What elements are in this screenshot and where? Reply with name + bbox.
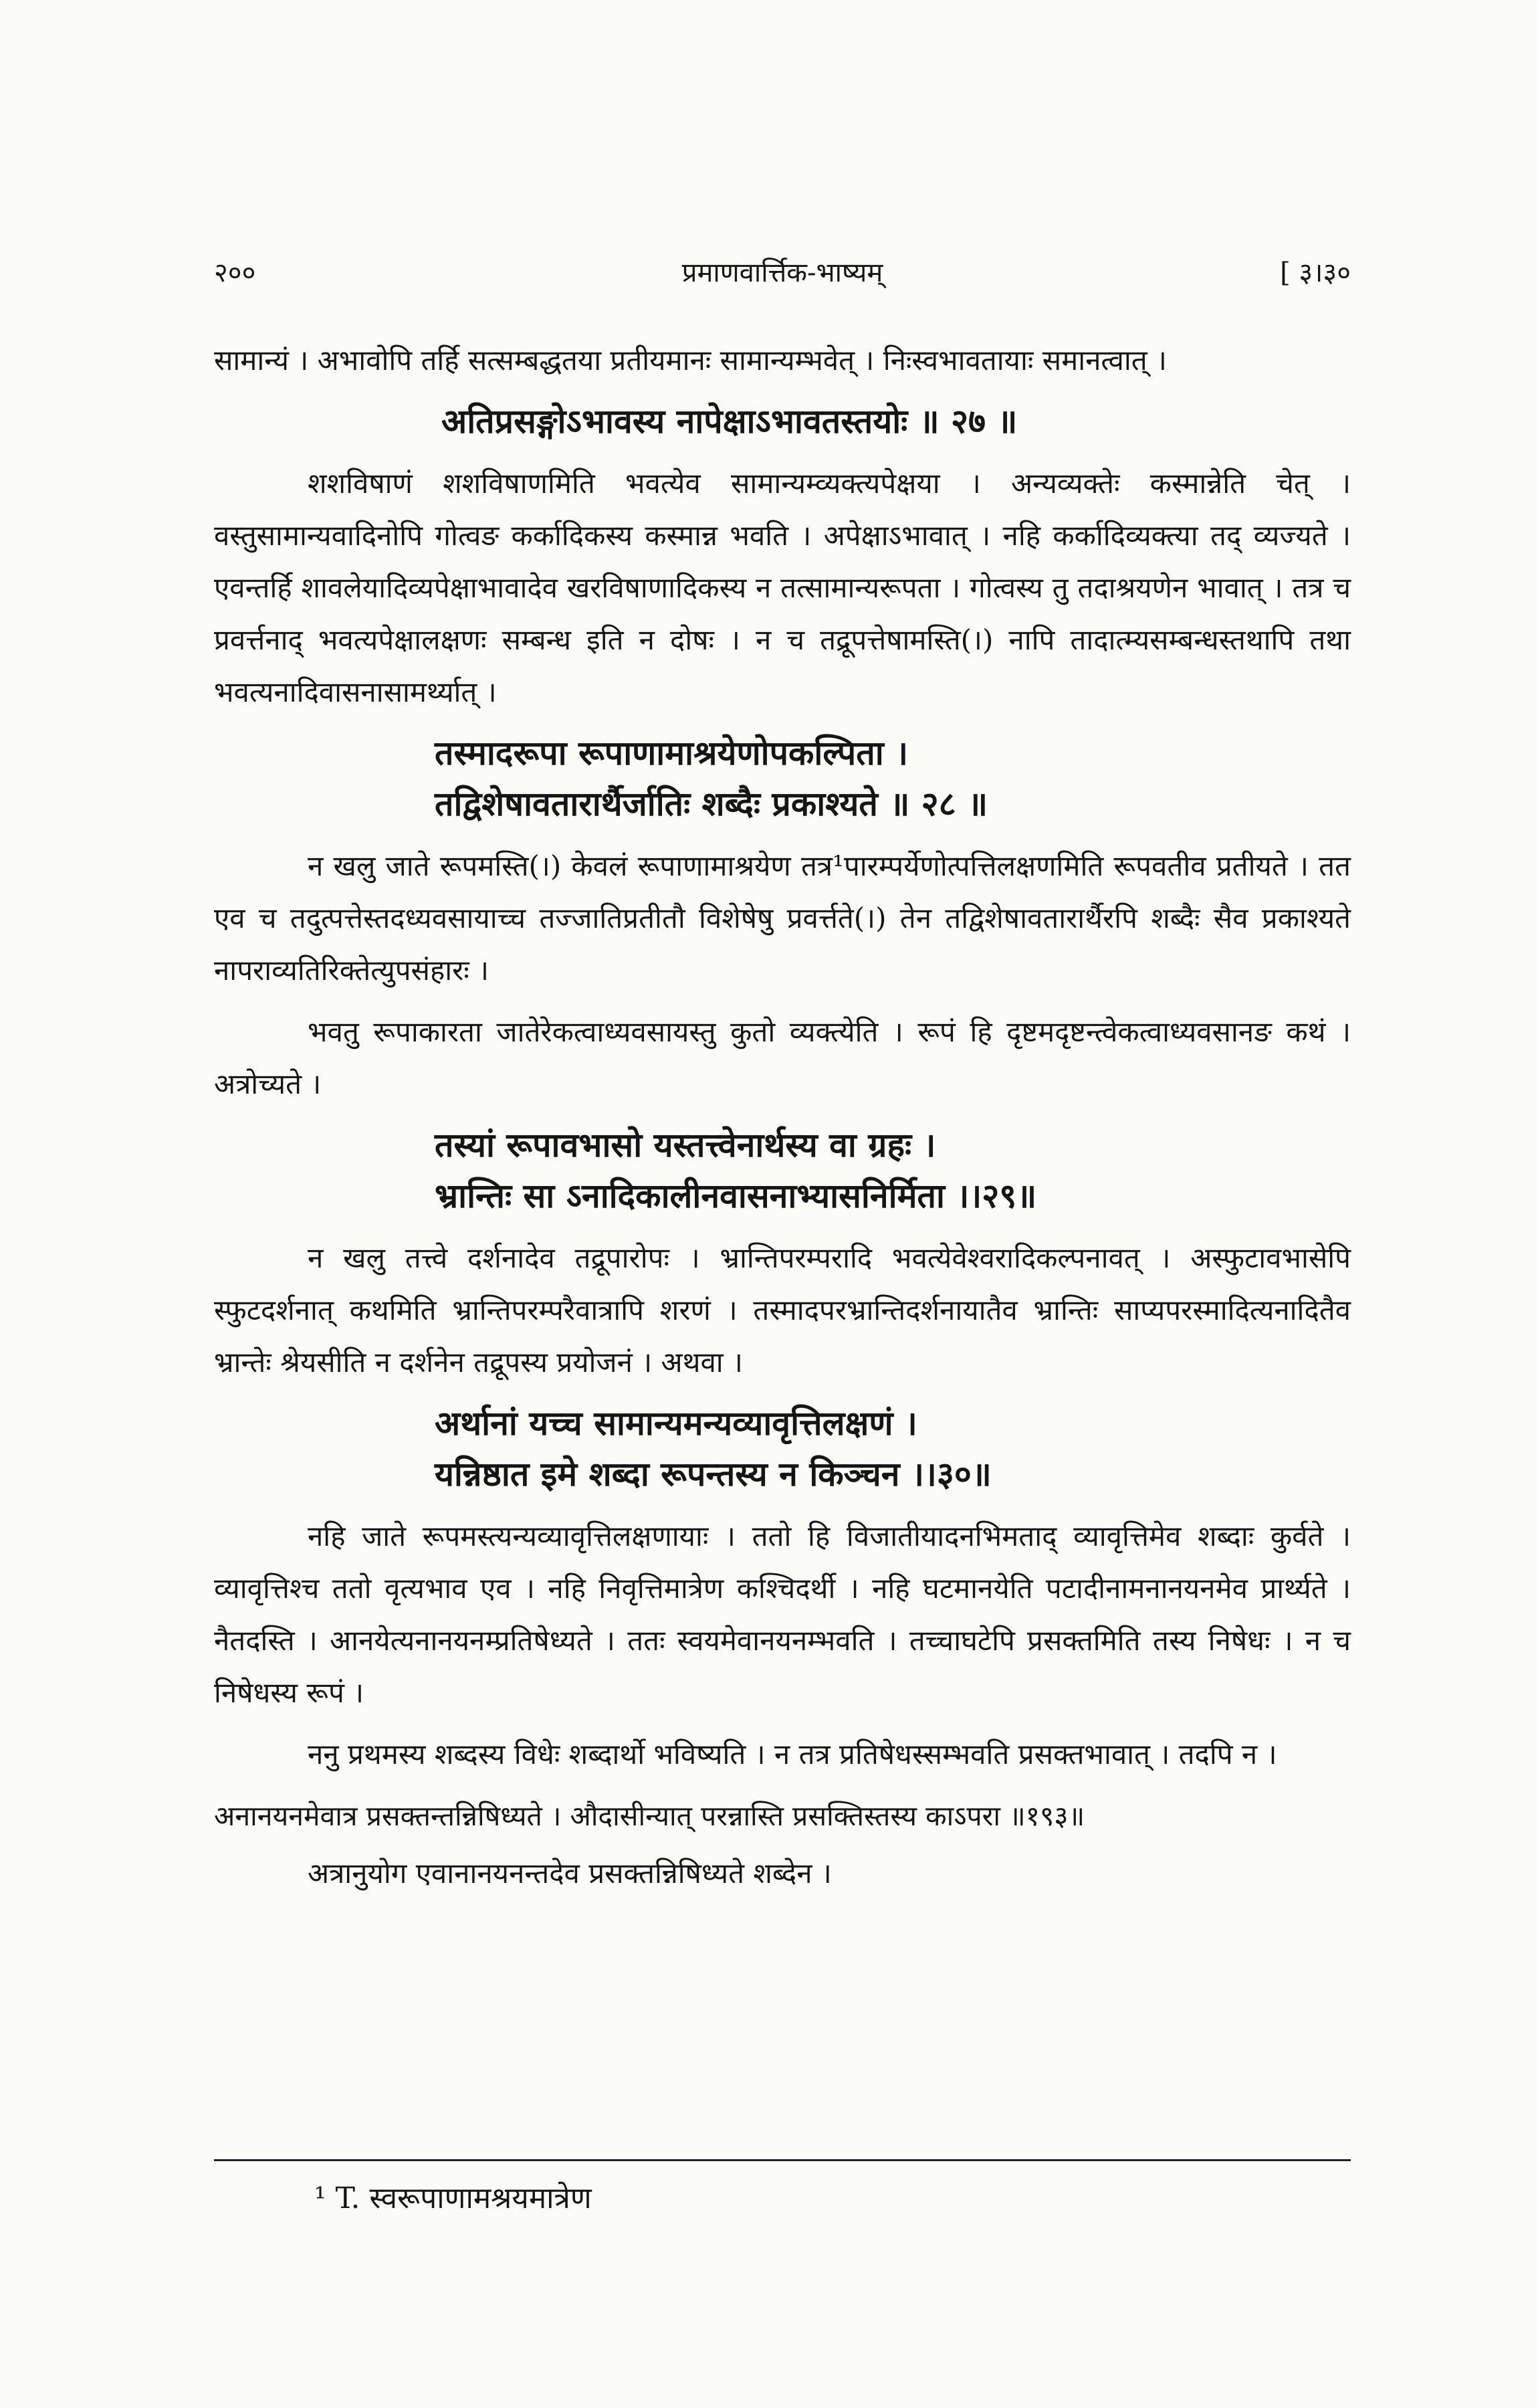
verse-line: तद्विशेषावतारार्थैर्जातिः शब्दैः प्रकाश्यते ॥ २८ ॥ bbox=[435, 784, 988, 823]
commentary-paragraph: ननु प्रथमस्य शब्दस्य विधेः शब्दार्थो भविष्यति । न तत्र प्रतिषेधस्सम्भवति प्रसक्तभावात् । तदपि न । bbox=[308, 1738, 1277, 1771]
footnote-divider bbox=[214, 2159, 1351, 2161]
verse-27 bbox=[214, 396, 1351, 447]
section-reference: [ ३।३० bbox=[1280, 258, 1351, 288]
page-header bbox=[214, 253, 1351, 306]
verse-line: अतिप्रसङ्गोऽभावस्य नापेक्षाऽभावतस्तयोः ॥ २७ ॥ bbox=[441, 401, 1018, 441]
verse-line: भ्रान्तिः सा ऽनादिकालीनवासनाभ्यासनिर्मिता ।।२९॥ bbox=[435, 1176, 1037, 1215]
commentary-paragraph: सामान्यं । अभावोपि तर्हि सत्सम्बद्धतया प्रतीयमानः सामान्यम्भवेत् । निःस्वभावतायाः समानत्वात् । bbox=[214, 344, 1167, 377]
verse-line: यन्निष्ठात इमे शब्दा रूपन्तस्य न किञ्चन ।।३०॥ bbox=[435, 1454, 992, 1494]
verse-29 bbox=[214, 1120, 1351, 1221]
commentary-paragraph: न खलु जाते रूपमस्ति(।) केवलं रूपाणामाश्रयेण तत्र¹पारम्पर्येणोत्पत्तिलक्षणमिति रूपवतीव प्रतीयते । तत एव च तदुत्पत्तेस्तदध्यवसायाच्च तज्जातिप्रतीतौ विशेषेषु प्रवर्त्तते(।) तेन तद्विशेषावतारार्थैरपि शब्दैः सैव प्रकाश्यते नापराव्यतिरिक्तेत्युपसंहारः । bbox=[214, 849, 1351, 987]
verse-line: अर्थानां यच्च सामान्यमन्यव्यावृत्तिलक्षणं । bbox=[435, 1403, 917, 1443]
karika-193: अनानयनमेवात्र प्रसक्तन्तन्निषिध्यते । औदासीन्यात् परन्नास्ति प्रसक्तिस्तस्य काऽपरा ॥१९३॥ bbox=[214, 1800, 1085, 1832]
verse-line: तस्यां रूपावभासो यस्तत्त्वेनार्थस्य वा ग्रहः । bbox=[435, 1125, 936, 1165]
commentary-paragraph: न खलु तत्त्वे दर्शनादेव तद्रूपारोपः । भ्रान्तिपरम्परादि भवत्येवेश्वरादिकल्पनावत् । अस्फुटावभासेपि स्फुटदर्शनात् कथमिति भ्रान्तिपरम्परैवात्रापि शरणं । तस्मादपरभ्रान्तिदर्शनायातैव भ्रान्तिः साप्यपरस्मादित्यनादितैव भ्रान्तेः श्रेयसीति न दर्शनेन तद्रूपस्य प्रयोजनं । अथवा । bbox=[214, 1241, 1351, 1379]
footnote: ¹ T. स्वरूपाणामश्रयमात्रेण bbox=[314, 2181, 592, 2215]
page-body bbox=[214, 334, 1351, 1909]
running-title: प्रमाणवार्त्तिक-भाष्यम् bbox=[681, 258, 883, 288]
verse-28 bbox=[214, 728, 1351, 829]
commentary-paragraph: अत्रानुयोग एवानानयनन्तदेव प्रसक्तन्निषिध्यते शब्देन । bbox=[308, 1857, 832, 1890]
commentary-paragraph: भवतु रूपाकारता जातेरेकत्वाध्यवसायस्तु कुतो व्यक्त्येति । रूपं हि दृष्टमदृष्टन्त्वेकत्वाध्यवसानङ कथं । अत्रोच्यते । bbox=[214, 1015, 1351, 1100]
commentary-paragraph: शशविषाणं शशविषाणमिति भवत्येव सामान्यम्व्यक्त्यपेक्षया । अन्यव्यक्तेः कस्मान्नेति चेत् । वस्तुसामान्यवादिनोपि गोत्वङ कर्कादिकस्य कस्मान्न भवति । अपेक्षाऽभावात् । नहि कर्कादिव्यक्त्या तद् व्यज्यते । एवन्तर्हि शावलेयादिव्यपेक्षाभावादेव खरविषाणादिकस्य न तत्सामान्यरूपता । गोत्वस्य तु तदाश्रयणेन भावात् । तत्र च प्रवर्त्तनाद् भवत्यपेक्षालक्षणः सम्बन्ध इति न दोषः । न च तद्रूपत्तेषामस्ति(।) नापि तादात्म्यसम्बन्धस्तथापि तथा भवत्यनादिवासनासामर्थ्यात् । bbox=[214, 467, 1351, 708]
page-number: २०० bbox=[214, 258, 256, 288]
commentary-paragraph: नहि जाते रूपमस्त्यन्यव्यावृत्तिलक्षणायाः । ततो हि विजातीयादनभिमताद् व्यावृत्तिमेव शब्दाः कुर्वते । व्यावृत्तिश्च ततो वृत्यभाव एव । नहि निवृत्तिमात्रेण कश्चिदर्थी । नहि घटमानयेति पटादीनामनानयनमेव प्रार्थ्यते । नैतदस्ति । आनयेत्यनानयनम्प्रतिषेध्यते । ततः स्वयमेवानयनम्भवति । तच्चाघटेपि प्रसक्तमिति तस्य निषेधः । न च निषेधस्य रूपं । bbox=[214, 1520, 1351, 1709]
verse-line: तस्मादरूपा रूपाणामाश्रयेणोपकल्पिता । bbox=[435, 733, 909, 773]
verse-30 bbox=[214, 1398, 1351, 1500]
